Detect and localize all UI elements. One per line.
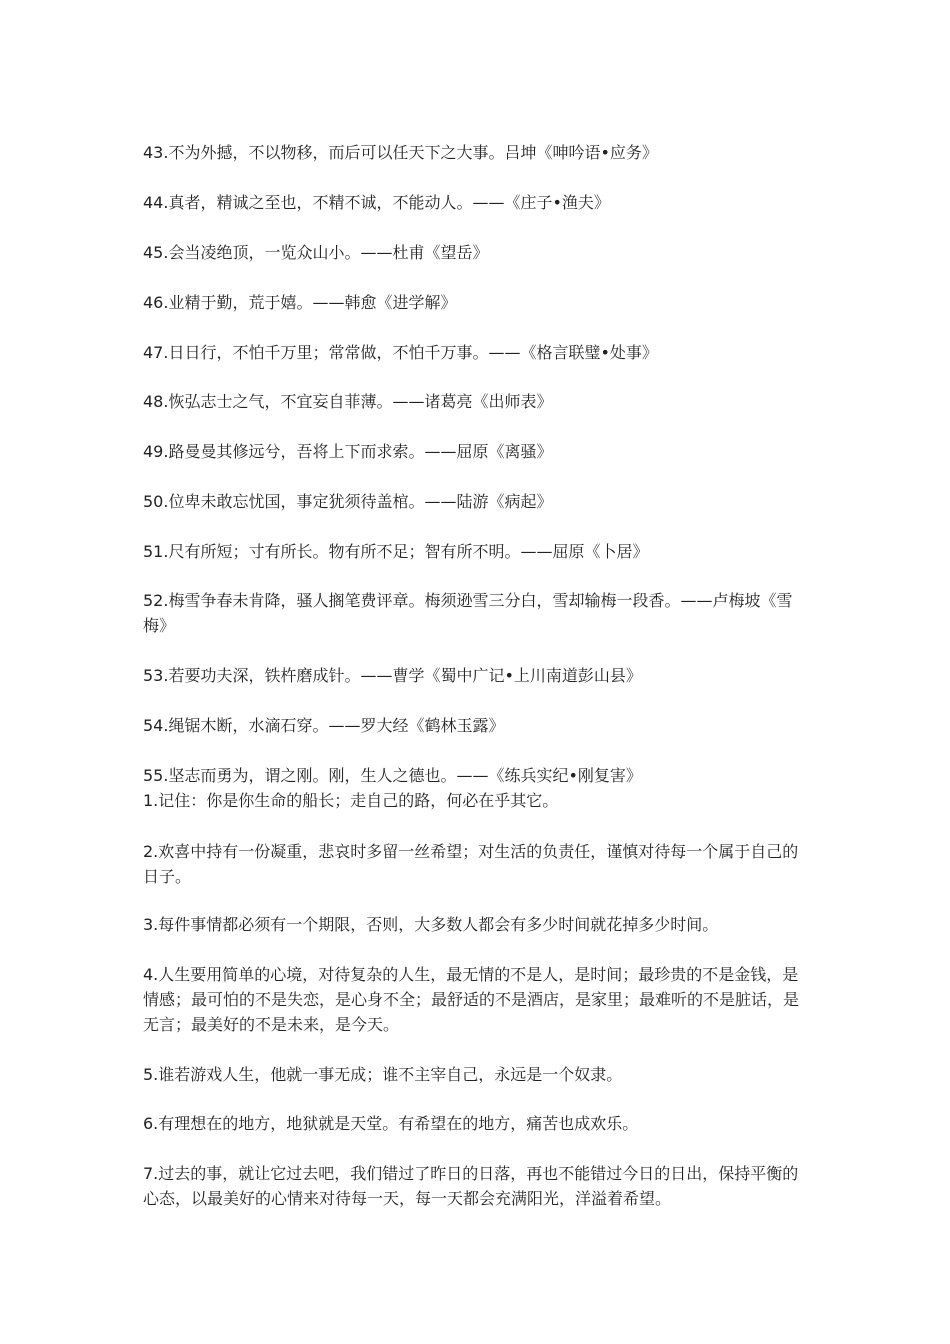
quote-51: 51.尺有所短；寸有所长。物有所不足；智有所不明。——屈原《卜居》 [143, 542, 649, 561]
quote-45: 45.会当凌绝顶，一览众山小。——杜甫《望岳》 [143, 243, 489, 262]
saying-7: 7.过去的事，就让它过去吧，我们错过了昨日的日落，再也不能错过今日的日出，保持平衡的心态，以最美好的心情来对待每一天，每一天都会充满阳光，洋溢着希望。 [143, 1164, 799, 1208]
saying-5: 5.谁若游戏人生，他就一事无成；谁不主宰自己，永远是一个奴隶。 [143, 1065, 623, 1084]
quote-53: 53.若要功夫深，铁杵磨成针。——曹学《蜀中广记•上川南道彭山县》 [143, 666, 642, 685]
saying-1: 1.记住：你是你生命的船长；走自己的路，何必在乎其它。 [143, 791, 559, 810]
saying-6: 6.有理想在的地方，地狱就是天堂。有希望在的地方，痛苦也成欢乐。 [143, 1114, 639, 1133]
quote-47: 47.日日行，不怕千万里；常常做，不怕千万事。——《格言联璧•处事》 [143, 343, 658, 362]
quote-49: 49.路曼曼其修远兮，吾将上下而求索。——屈原《离骚》 [143, 442, 553, 461]
saying-4: 4.人生要用简单的心境，对待复杂的人生，最无情的不是人，是时间；最珍贵的不是金钱，是情感；最可怕的不是失恋，是心身不全；最舒适的不是酒店，是家里；最难听的不是脏话，是无言；最美好的不是未来，是今天。 [143, 965, 800, 1034]
quote-46: 46.业精于勤，荒于嬉。——韩愈《进学解》 [143, 293, 457, 312]
quote-44: 44.真者，精诚之至也，不精不诚，不能动人。——《庄子•渔夫》 [143, 193, 610, 212]
quote-55: 55.坚志而勇为，谓之刚。刚，生人之德也。——《练兵实纪•刚复害》 [143, 766, 642, 785]
saying-2: 2.欢喜中持有一份凝重，悲哀时多留一丝希望；对生活的负责任，谨慎对待每一个属于自己的日子。 [143, 842, 799, 886]
quote-48: 48.恢弘志士之气，不宜妄自菲薄。——诸葛亮《出师表》 [143, 392, 553, 411]
quote-52: 52.梅雪争春未肯降，骚人搁笔费评章。梅须逊雪三分白，雪却输梅一段香。——卢梅坡《雪梅》 [143, 591, 793, 635]
quote-43: 43.不为外撼，不以物移，而后可以任天下之大事。吕坤《呻吟语•应务》 [143, 143, 658, 162]
saying-3: 3.每件事情都必须有一个期限，否则，大多数人都会有多少时间就花掉多少时间。 [143, 915, 719, 934]
quote-54: 54.绳锯木断，水滴石穿。——罗大经《鹤林玉露》 [143, 716, 505, 735]
quote-50: 50.位卑未敢忘忧国，事定犹须待盖棺。——陆游《病起》 [143, 492, 553, 511]
